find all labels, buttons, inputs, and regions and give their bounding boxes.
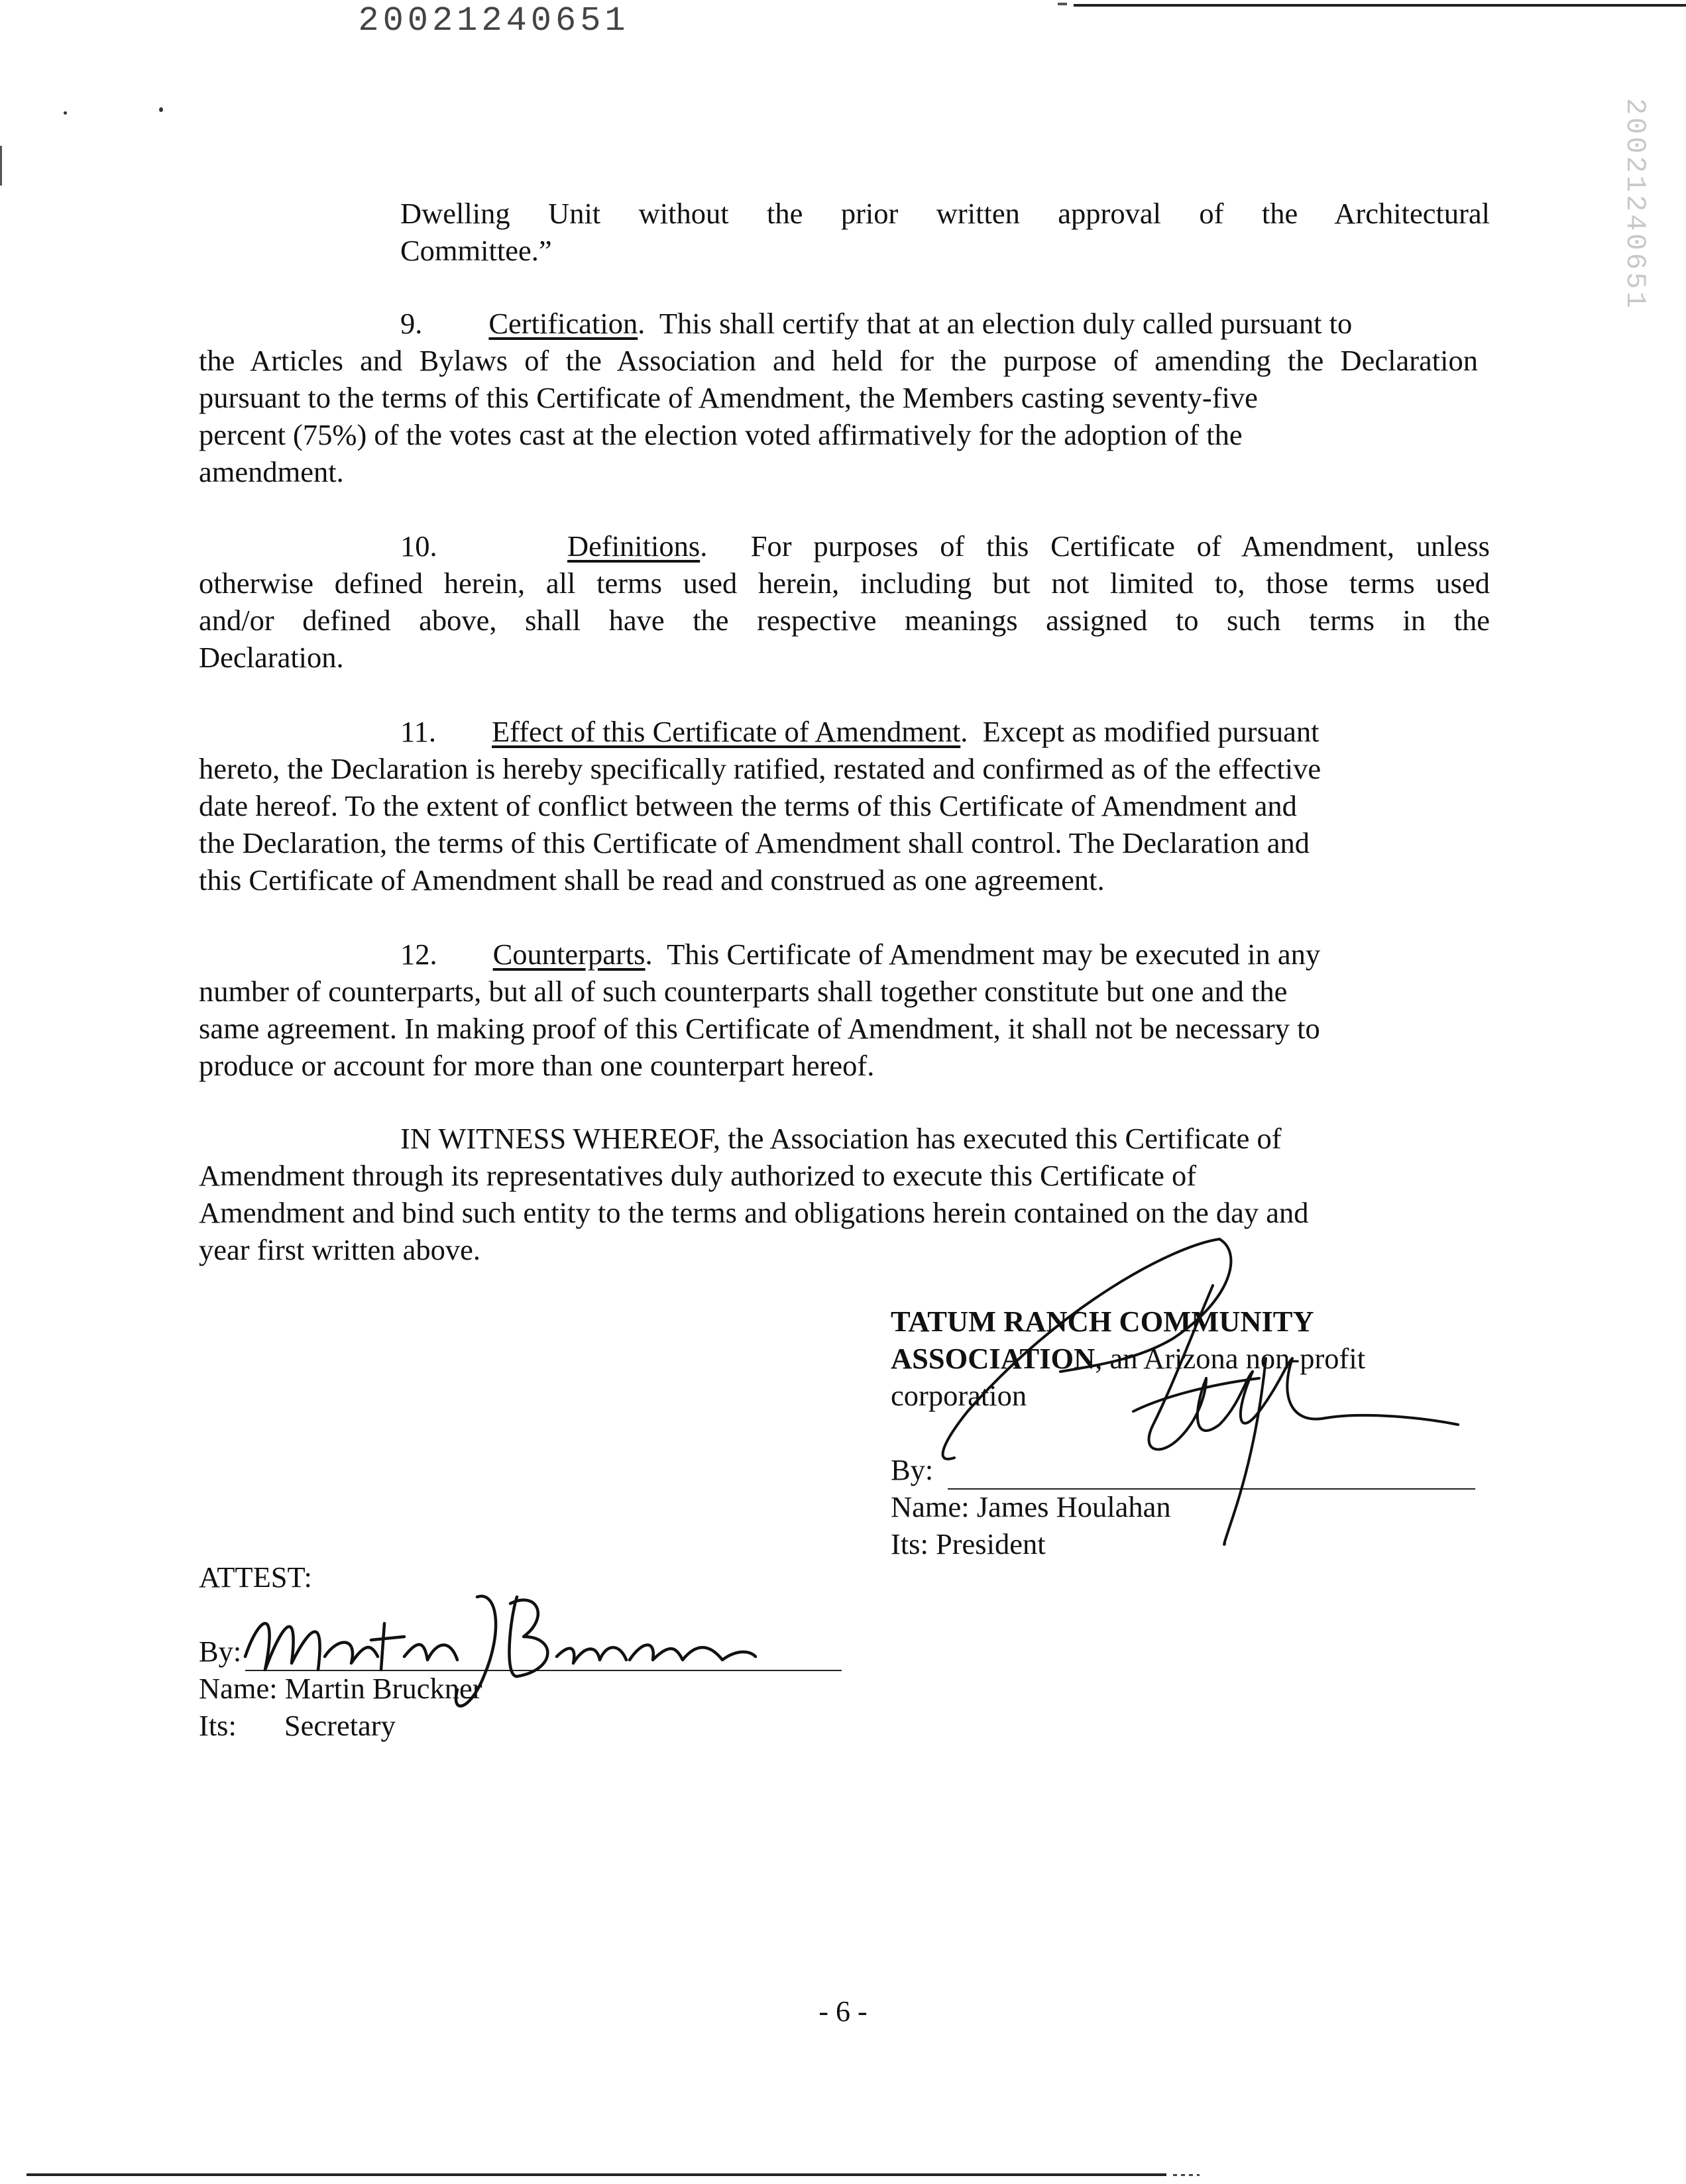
section-12-line: same agreement. In making proof of this Certificate of Amendment, it shall not be necessary to: [199, 1012, 1320, 1045]
attest-its-value: Secretary: [284, 1709, 396, 1742]
section-12-line: produce or account for more than one counterpart hereof.: [199, 1049, 875, 1082]
section-number: 9.: [400, 307, 423, 340]
signatory-org-line-1: TATUM RANCH COMMUNITY: [891, 1305, 1314, 1338]
section-11-line: the Declaration, the terms of this Certificate of Amendment shall control. The Declaration and: [199, 826, 1310, 859]
section-heading: Definitions: [567, 529, 701, 563]
witness-line: IN WITNESS WHEREOF, the Association has executed this Certificate of: [400, 1122, 1282, 1155]
section-11-line: this Certificate of Amendment shall be read and construed as one agreement.: [199, 863, 1105, 897]
section-12-first-line: 12. Counterparts. This Certificate of Amendment may be executed in any: [400, 938, 1321, 971]
attest-name: Name: Martin Bruckner: [199, 1672, 482, 1705]
attest-by-label: By:: [199, 1635, 242, 1668]
page-number: - 6 -: [818, 1995, 868, 2028]
scan-speck: [64, 111, 67, 115]
signatory-org-name: ASSOCIATION: [891, 1342, 1096, 1375]
president-signature: [862, 1226, 1458, 1570]
attest-its-label: Its:: [199, 1709, 237, 1742]
continuation-line-1: Dwelling Unit without the prior written approval of the Architectural: [400, 197, 1490, 230]
signatory-title: Its: President: [891, 1527, 1046, 1560]
recording-number: 20021240651: [358, 1, 630, 40]
side-recording-stamp: 20021240651: [1619, 98, 1651, 311]
signatory-name: Name: James Houlahan: [891, 1490, 1171, 1523]
section-number: 11.: [400, 715, 436, 748]
section-9-line: percent (75%) of the votes cast at the election voted affirmatively for the adoption of the: [199, 418, 1243, 451]
section-heading: Counterparts: [492, 938, 646, 971]
section-11-first-line: 11. Effect of this Certificate of Amendment. Except as modified pursuant: [400, 715, 1320, 748]
section-number: 10.: [400, 529, 437, 563]
continuation-line-2: Committee.”: [400, 234, 552, 267]
witness-line: year first written above.: [199, 1233, 481, 1266]
signatory-org-descriptor: , an Arizona non-profit: [1095, 1342, 1366, 1375]
bottom-rule: [27, 2173, 1166, 2176]
section-12-line: number of counterparts, but all of such counterparts shall together constitute but one and the: [199, 975, 1288, 1008]
section-10-line: Declaration.: [199, 641, 344, 674]
section-10-first-line: 10. Definitions. For purposes of this Certificate of Amendment, unless: [400, 529, 1490, 563]
section-text: This Certificate of Amendment may be executed in any: [667, 938, 1321, 971]
section-text: Except as modified pursuant: [982, 715, 1320, 748]
witness-line: Amendment through its representatives duly authorized to execute this Certificate of: [199, 1159, 1197, 1192]
section-text: This shall certify that at an election duly called pursuant to: [659, 307, 1353, 340]
section-10-line: and/or defined above, shall have the respective meanings assigned to such terms in the: [199, 604, 1490, 637]
bottom-dashes: [1173, 2174, 1200, 2176]
section-11-line: hereto, the Declaration is hereby specifically ratified, restated and confirmed as of the effective: [199, 752, 1321, 785]
section-number: 12.: [400, 938, 437, 971]
attest-label: ATTEST:: [199, 1560, 312, 1594]
signatory-org-line-3: corporation: [891, 1379, 1027, 1412]
section-9-first-line: 9. Certification. This shall certify that at an election duly called pursuant to: [400, 307, 1353, 340]
attest-title-line: [199, 1707, 1490, 1744]
signatory-by-label: By:: [891, 1453, 934, 1486]
section-heading: Certification: [488, 307, 638, 340]
top-rule: [1074, 4, 1686, 7]
section-11-line: date hereof. To the extent of conflict between the terms of this Certificate of Amendment and: [199, 789, 1297, 822]
section-10-line: otherwise defined herein, all terms used herein, including but not limited to, those terms used: [199, 567, 1490, 600]
section-text: For purposes of this Certificate of Amendment, unless: [750, 529, 1490, 563]
section-9-line: amendment.: [199, 455, 344, 488]
section-9-line: pursuant to the terms of this Certificate of Amendment, the Members casting seventy-five: [199, 381, 1258, 414]
witness-line: Amendment and bind such entity to the terms and obligations herein contained on the day and: [199, 1196, 1309, 1229]
scan-mark: [1058, 3, 1067, 5]
scan-edge: [0, 146, 2, 186]
section-9-line: the Articles and Bylaws of the Association and held for the purpose of amending the Declaration: [199, 344, 1478, 377]
section-heading: Effect of this Certificate of Amendment: [491, 715, 961, 748]
scan-speck: [159, 107, 163, 112]
